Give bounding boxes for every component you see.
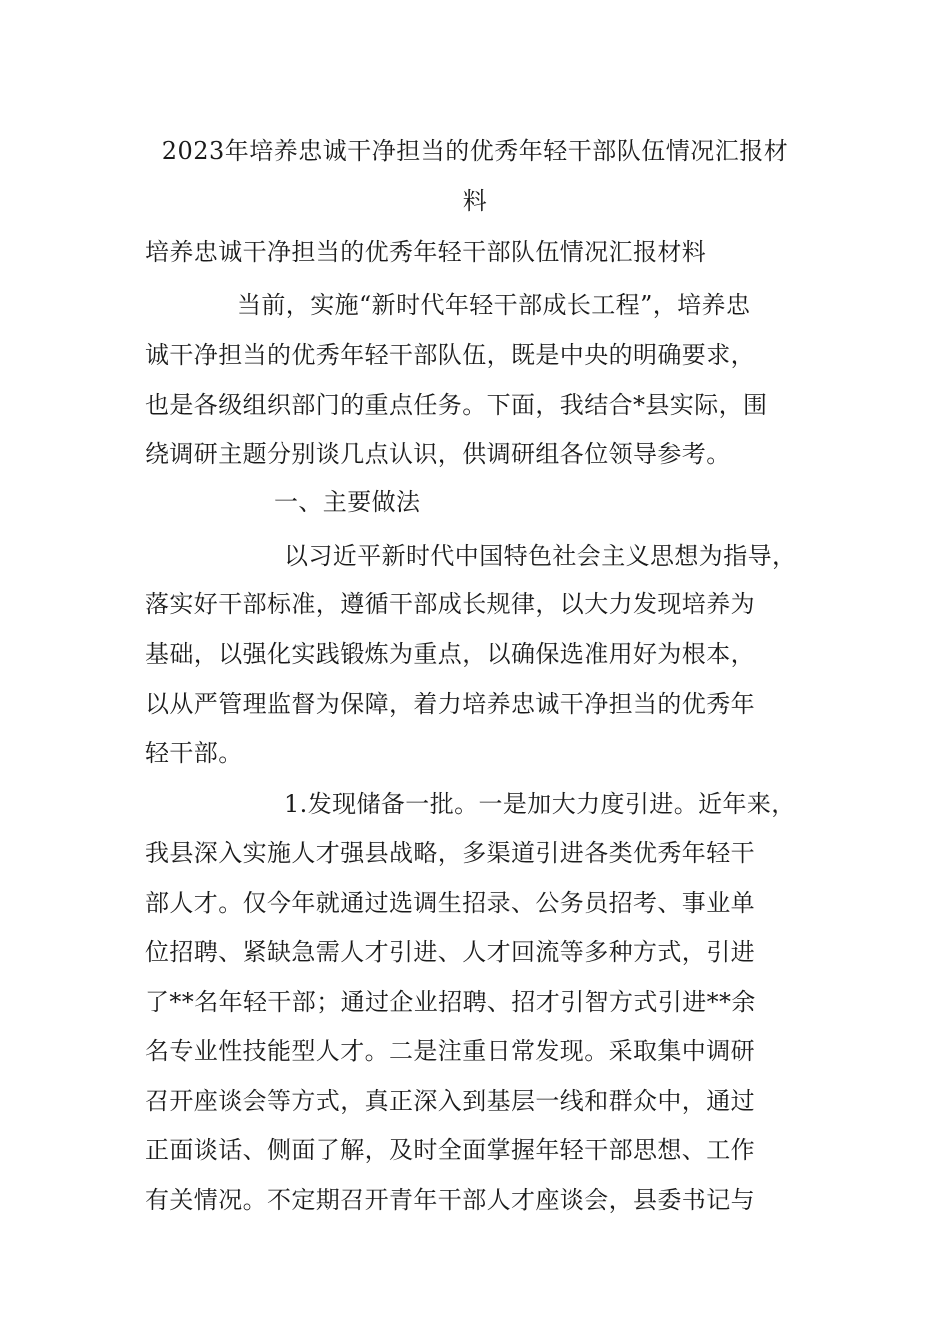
paragraph-line: 1.发现储备一批。一是加大力度引进。近年来，	[284, 790, 796, 818]
paragraph-line: 也是各级组织部门的重点任务。下面，我结合*县实际，围	[145, 391, 768, 419]
section-heading: 一、主要做法	[274, 488, 421, 516]
paragraph-line: 部人才。仅今年就通过选调生招录、公务员招考、事业单	[145, 889, 755, 917]
paragraph-line: 诚干净担当的优秀年轻干部队伍，既是中央的明确要求，	[145, 341, 755, 369]
paragraph-line: 绕调研主题分别谈几点认识，供调研组各位领导参考。	[145, 440, 731, 468]
paragraph-line: 我县深入实施人才强县战略，多渠道引进各类优秀年轻干	[145, 839, 755, 867]
paragraph-line: 基础，以强化实践锻炼为重点，以确保选准用好为根本，	[145, 640, 755, 668]
paragraph-line: 以习近平新时代中国特色社会主义思想为指导，	[284, 542, 797, 570]
title-line-1: 2023年培养忠诚干净担当的优秀年轻干部队伍情况汇报材	[161, 137, 789, 165]
paragraph-line: 有关情况。不定期召开青年干部人才座谈会，县委书记与	[145, 1186, 755, 1214]
paragraph-line: 召开座谈会等方式，真正深入到基层一线和群众中，通过	[145, 1087, 755, 1115]
paragraph-line: 轻干部。	[145, 739, 243, 767]
paragraph-line: 以从严管理监督为保障，着力培养忠诚干净担当的优秀年	[145, 690, 755, 718]
paragraph-line: 落实好干部标准，遵循干部成长规律，以大力发现培养为	[145, 590, 755, 618]
paragraph-line: 了**名年轻干部；通过企业招聘、招才引智方式引进**余	[145, 988, 756, 1016]
title-line-2: 料	[462, 187, 488, 215]
paragraph-line: 名专业性技能型人才。二是注重日常发现。采取集中调研	[145, 1037, 755, 1065]
paragraph-line: 正面谈话、侧面了解，及时全面掌握年轻干部思想、工作	[145, 1136, 755, 1164]
document-title	[130, 126, 820, 226]
paragraph-line: 当前，实施“新时代年轻干部成长工程”，培养忠	[237, 291, 751, 319]
document-subtitle: 培养忠诚干净担当的优秀年轻干部队伍情况汇报材料	[145, 238, 707, 266]
paragraph-line: 位招聘、紧缺急需人才引进、人才回流等多种方式，引进	[145, 938, 755, 966]
